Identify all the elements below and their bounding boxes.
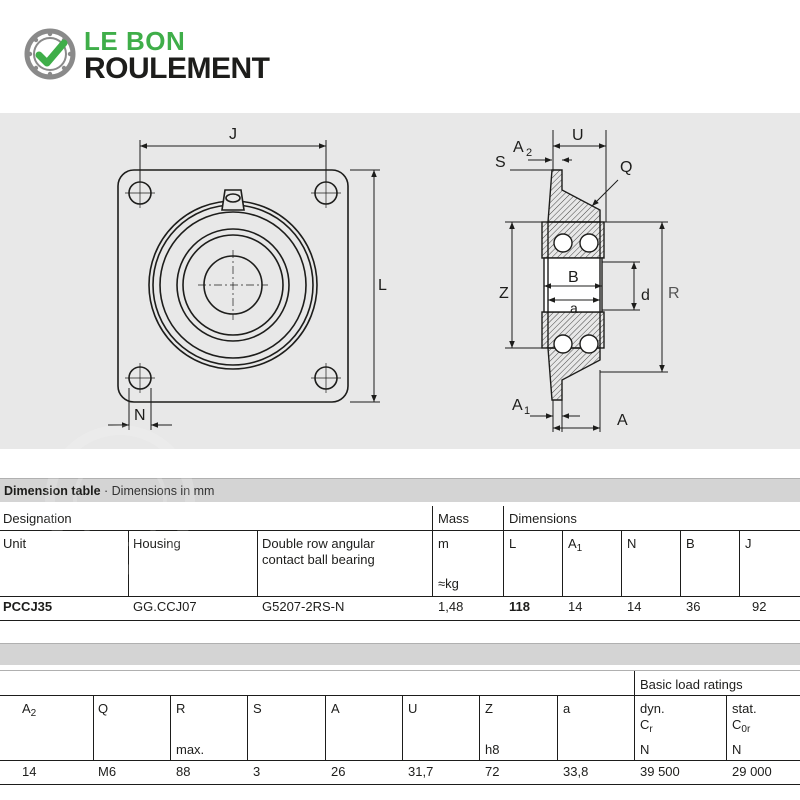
value-A: 26 [331, 764, 346, 779]
bearing-check-icon [24, 28, 76, 80]
label-A1: A [512, 397, 523, 414]
col-dyn-unit: N [640, 742, 650, 757]
label-B: B [568, 269, 579, 286]
value-housing: GG.CCJ07 [133, 599, 197, 614]
value-bearing: G5207-2RS-N [262, 599, 345, 614]
col-R: R [176, 701, 186, 716]
svg-text:1: 1 [524, 405, 531, 417]
value-R: 88 [176, 764, 191, 779]
header-mass: Mass [438, 511, 470, 526]
header-designation: Designation [3, 511, 72, 526]
col-stat: stat. [732, 701, 757, 716]
col-B: B [686, 536, 695, 551]
label-U: U [572, 127, 584, 144]
value-unit: PCCJ35 [3, 599, 53, 614]
value-N: 14 [627, 599, 642, 614]
table-separator [0, 643, 800, 665]
value-A1: 14 [568, 599, 583, 614]
label-L: L [378, 277, 387, 294]
brand-line1: LE BON [84, 26, 186, 56]
label-N: N [134, 407, 146, 424]
label-a: a [570, 300, 578, 316]
dim-L [350, 170, 380, 402]
col-S: S [253, 701, 262, 716]
dimension-table-title: Dimension table · Dimensions in mm [0, 478, 800, 502]
col-A1: $A_1$ [568, 536, 583, 554]
svg-text:2: 2 [526, 147, 533, 159]
col-Cr: $C_r$ [640, 717, 653, 735]
col-a: a [563, 701, 571, 716]
label-J: J [229, 126, 237, 143]
brand-line2: ROULEMENT [84, 52, 270, 85]
label-d: d [641, 287, 650, 304]
col-N: N [627, 536, 637, 551]
label-Q: Q [620, 159, 633, 176]
col-bearing-line2: contact ball bearing [262, 552, 375, 567]
technical-drawing [0, 113, 800, 449]
col-dyn: dyn. [640, 701, 665, 716]
col-mass: m [438, 536, 449, 551]
value-a: 33,8 [563, 764, 589, 779]
label-R: R [668, 285, 680, 302]
front-view [118, 170, 348, 402]
header [0, 0, 800, 113]
value-S: 3 [253, 764, 261, 779]
label-Z: Z [499, 285, 509, 302]
col-Z-note: h8 [485, 742, 500, 757]
col-stat-unit: N [732, 742, 742, 757]
value-J: 92 [752, 599, 767, 614]
col-U: U [408, 701, 418, 716]
value-L: 118 [509, 599, 530, 614]
value-Z: 72 [485, 764, 500, 779]
leader-Q [592, 180, 618, 206]
value-Cr: 39 500 [640, 764, 680, 779]
value-A2: 14 [22, 764, 37, 779]
col-housing: Housing [133, 536, 181, 551]
col-A2: $A_2$ [22, 701, 37, 719]
col-mass-unit: ≈kg [438, 576, 459, 591]
value-C0r: 29 000 [732, 764, 772, 779]
value-U: 31,7 [408, 764, 434, 779]
value-B: 36 [686, 599, 701, 614]
col-bearing-line1: Double row angular [262, 536, 375, 551]
header-dimensions: Dimensions [509, 511, 577, 526]
col-unit: Unit [3, 536, 27, 551]
label-S: S [495, 154, 506, 171]
value-Q: M6 [98, 764, 117, 779]
label-A2: A [513, 139, 524, 156]
col-A: A [331, 701, 340, 716]
col-Q: Q [98, 701, 109, 716]
label-A: A [617, 412, 628, 429]
value-mass: 1,48 [438, 599, 464, 614]
header-load-ratings: Basic load ratings [640, 677, 743, 692]
drawing-svg [0, 113, 800, 449]
brand-logo[interactable] [24, 28, 324, 84]
col-R-note: max. [176, 742, 205, 757]
col-L: L [509, 536, 517, 551]
col-Z: Z [485, 701, 493, 716]
col-J: J [745, 536, 752, 551]
col-C0r: $C_{0r}$ [732, 717, 751, 735]
